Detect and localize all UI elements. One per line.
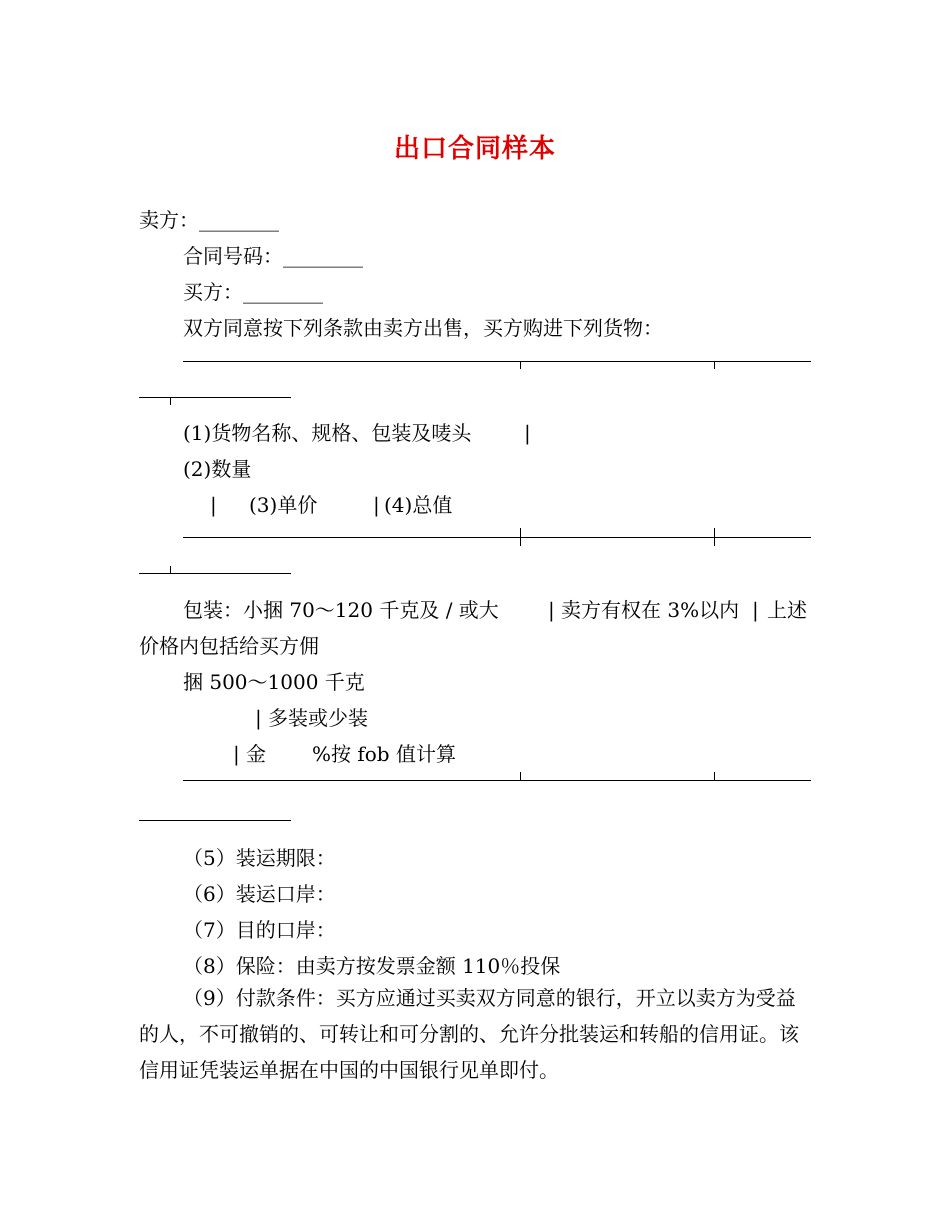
header-separator: |	[210, 493, 217, 517]
packing-price-includes: 上述价格内包括给买方佣	[139, 598, 807, 658]
table-tick	[520, 772, 521, 781]
clause-destination-port: （7）目的口岸：	[183, 918, 336, 942]
clause-insurance: （8）保险：由卖方按发票金额 110％投保	[183, 954, 561, 978]
clause-shipment-time: （5）装运期限：	[183, 846, 336, 870]
packing-seller-right: 卖方有权在 3%以内	[561, 598, 740, 622]
clause-loading-port: （6）装运口岸：	[183, 882, 336, 906]
packing-commission-label: 金	[246, 742, 266, 766]
header-quantity: (2)数量	[183, 457, 252, 481]
table-rule-top-continued	[139, 397, 291, 398]
intro-line: 双方同意按下列条款由卖方出售，买方购进下列货物：	[183, 316, 663, 340]
header-goods-name: (1)货物名称、规格、包装及唛头	[183, 421, 472, 445]
table-rule-bottom	[183, 780, 811, 781]
packing-bundle-weight: 捆 500～1000 千克	[183, 670, 365, 694]
table-tick	[714, 361, 715, 369]
document-title: 出口合同样本	[393, 134, 556, 164]
packing-separator: |	[548, 598, 555, 622]
packing-separator: |	[752, 598, 759, 622]
table-rule-top	[183, 361, 811, 362]
table-tick	[170, 566, 171, 574]
table-tick	[714, 772, 715, 781]
seller-line: 卖方：________	[139, 208, 279, 232]
clause-payment-terms: （9）付款条件：买方应通过买卖双方同意的银行，开立以卖方为受益的人，不可撤销的、可转让和可分割的、允许分批装运和转船的信用证。该信用证凭装运单据在中国的中国银行见单即付。	[139, 986, 799, 1082]
table-rule-bottom-continued	[139, 820, 291, 821]
header-separator: |	[524, 421, 531, 445]
buyer-line: 买方：________	[183, 280, 323, 304]
table-tick	[170, 397, 171, 405]
table-tick	[520, 361, 521, 369]
table-tick	[714, 528, 715, 546]
packing-more-or-less: 多装或少装	[268, 706, 368, 730]
header-total-value: (4)总值	[384, 493, 453, 517]
table-rule-middle-continued	[139, 573, 291, 574]
contract-number-line: 合同号码：________	[183, 244, 363, 268]
packing-separator: |	[255, 706, 262, 730]
header-unit-price: (3)单价	[249, 493, 318, 517]
header-separator: |	[373, 493, 380, 517]
packing-fob-calc: %按 fob 值计算	[312, 742, 456, 766]
packing-separator: |	[233, 742, 240, 766]
packing-text: 包装：小捆 70～120 千克及 / 或大	[183, 598, 499, 622]
table-rule-middle	[183, 537, 811, 538]
table-tick	[520, 528, 521, 546]
